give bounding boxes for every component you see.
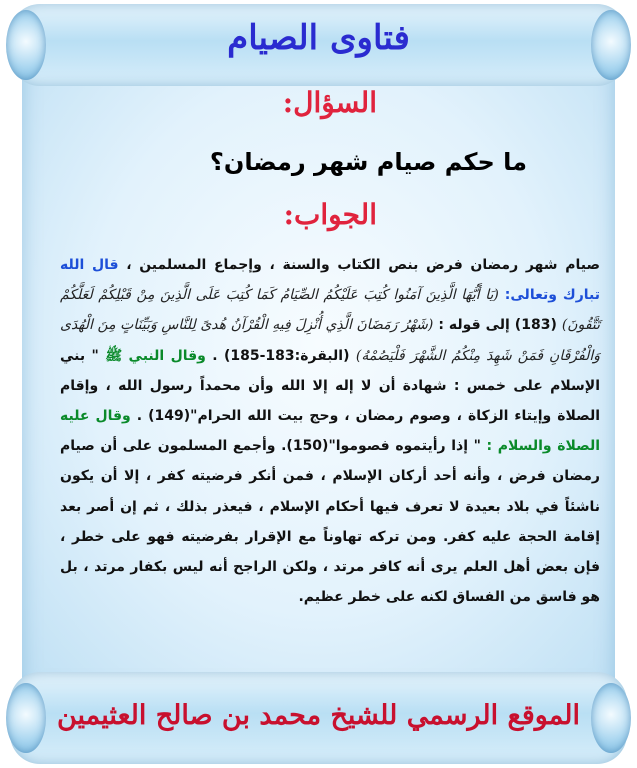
quran-verse-1: (يَا أَيُّهَا الَّذِينَ آمَنُوا كُتِبَ عَلَيْكُمُ الصِّيَامُ كَمَا كُتِبَ عَلَى الَّذِينَ مِنْ قَبْلِكُمْ لَعَلَّكُمْ تَتَّقُونَ)	[60, 287, 601, 334]
hadith-2: " إذا رأيتموه فصوموا"(150).	[281, 438, 481, 455]
source-credit: الموقع الرسمي للشيخ محمد بن صالح العثيمين	[56, 700, 581, 731]
hadith-1: " بني الإسلام على خمس : شهادة أن لا إله إلا الله وأن محمداً رسول الله ، وإقام الصلاة وإيتاء الزكاة ، وصوم رمضان ، وحج بيت الله الحرام"(149) .	[60, 347, 601, 425]
answer-intro: صيام شهر رمضان فرض بنص الكتاب والسنة ، وإجماع المسلمين ،	[126, 257, 600, 273]
ijma-paragraph: وأجمع المسلمون على أن صيام رمضان فرض ، وأنه أحد أركان الإسلام ، فمن أنكر فرضيته كفر ، إلا أن يكون ناشئاً في بلاد بعيدة لا تعرف فيها أحكام الإسلام ، فيعذر بذلك ، ثم إن أصر بعد إقامة الحجة عليه كفر.	[60, 438, 601, 545]
quran-intro: قال الله تبارك وتعالى:	[60, 257, 600, 304]
question-text: ما حكم صيام شهر رمضان؟	[209, 148, 527, 176]
verse-1-ref: (183) إلى قوله :	[438, 317, 557, 334]
page-title: فتاوى الصيام	[227, 18, 410, 58]
answer-label: الجواب:	[283, 198, 377, 231]
quran-verse-2: (شَهْرُ رَمَضَانَ الَّذِي أُنْزِلَ فِيهِ الْقُرْآنُ هُدىً لِلنَّاسِ وَبَيِّنَاتٍ مِنَ الْهُدَى وَالْفُرْقَانِ فَمَنْ شَهِدَ مِنْكُمُ الشَّهْرَ فَلْيَصُمْهُ)	[60, 317, 601, 364]
question-label: السؤال:	[282, 86, 377, 119]
hadith-2-intro: وقال عليه الصلاة والسلام :	[60, 408, 600, 455]
answer-body	[60, 250, 600, 612]
verse-2-ref: (البقرة:183-185) .	[212, 347, 350, 364]
hadith-intro: وقال النبي ﷺ	[105, 347, 206, 364]
tark-paragraph: ومن تركه تهاوناً مع الإقرار بفرضيته فهو على خطر ، فإن بعض أهل العلم يرى أنه كافر مرتد ، ولكن الراجح أنه ليس بكفار مرتد ، بل هو فاسق من الفساق لكنه على خطر عظيم.	[60, 528, 600, 606]
